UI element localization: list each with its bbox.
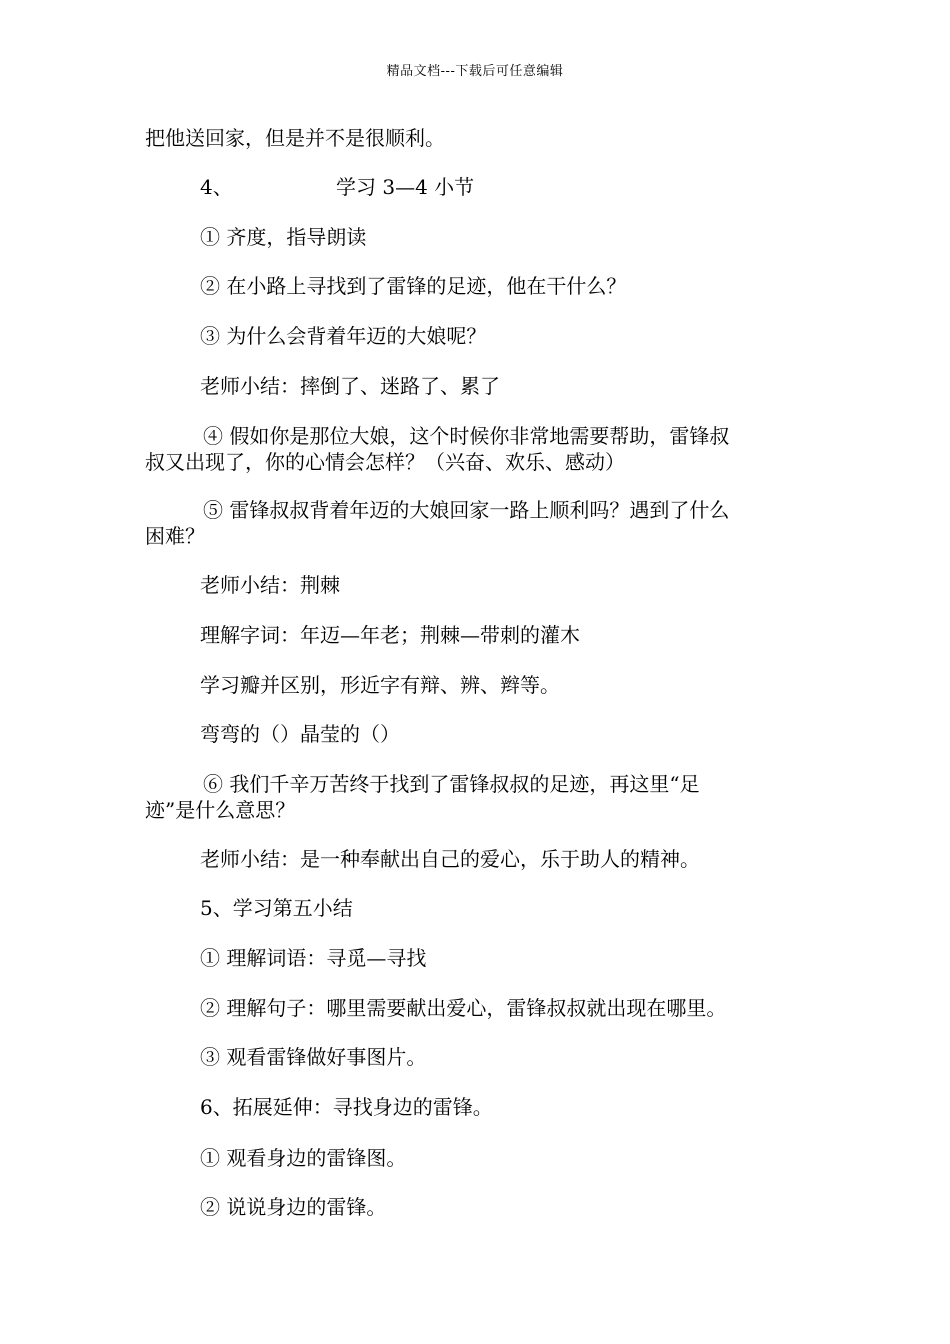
section-6-title: 6、拓展延伸：寻找身边的雷锋。 xyxy=(200,1095,493,1119)
character-note: 学习瓣并区别，形近字有辩、辨、辫等。 xyxy=(200,673,560,697)
list-item-line: ⑤ 雷锋叔叔背着年迈的大娘回家一路上顺利吗？遇到了什么 xyxy=(203,498,730,522)
list-item-line: ⑥ 我们千辛万苦终于找到了雷锋叔叔的足迹，再这里“足 xyxy=(203,772,700,796)
paragraph-continuation: 把他送回家，但是并不是很顺利。 xyxy=(145,126,445,150)
list-item-line: 叔又出现了，你的心情会怎样？（兴奋、欢乐、感动） xyxy=(145,450,625,474)
section-5-title: 5、学习第五小结 xyxy=(200,896,353,920)
list-item: ② 说说身边的雷锋。 xyxy=(200,1195,387,1219)
section-4-title: 学习 3—4 小节 xyxy=(336,175,475,199)
vocabulary-note: 理解字词：年迈—年老；荆棘—带刺的灌木 xyxy=(200,623,580,647)
list-item: ① 观看身边的雷锋图。 xyxy=(200,1146,407,1170)
list-item-line: 迹”是什么意思？ xyxy=(145,798,296,822)
page-header: 精品文档---下载后可任意编辑 xyxy=(386,64,564,79)
teacher-summary: 老师小结：荆棘 xyxy=(200,573,340,597)
list-item: ③ 为什么会背着年迈的大娘呢？ xyxy=(200,324,487,348)
teacher-summary: 老师小结：摔倒了、迷路了、累了 xyxy=(200,374,500,398)
list-item: ① 理解词语：寻觅—寻找 xyxy=(200,946,427,970)
list-item: ② 理解句子：哪里需要献出爱心，雷锋叔叔就出现在哪里。 xyxy=(200,996,727,1020)
fill-in-exercise: 弯弯的（）晶莹的（） xyxy=(200,722,400,746)
list-item-line: 困难？ xyxy=(145,524,205,548)
list-item-line: ④ 假如你是那位大娘，这个时候你非常地需要帮助，雷锋叔 xyxy=(203,424,730,448)
list-item: ③ 观看雷锋做好事图片。 xyxy=(200,1045,427,1069)
section-4-number: 4、 xyxy=(200,175,233,199)
teacher-summary: 老师小结：是一种奉献出自己的爱心，乐于助人的精神。 xyxy=(200,847,700,871)
list-item: ② 在小路上寻找到了雷锋的足迹，他在干什么？ xyxy=(200,274,627,298)
list-item: ① 齐度，指导朗读 xyxy=(200,225,367,249)
